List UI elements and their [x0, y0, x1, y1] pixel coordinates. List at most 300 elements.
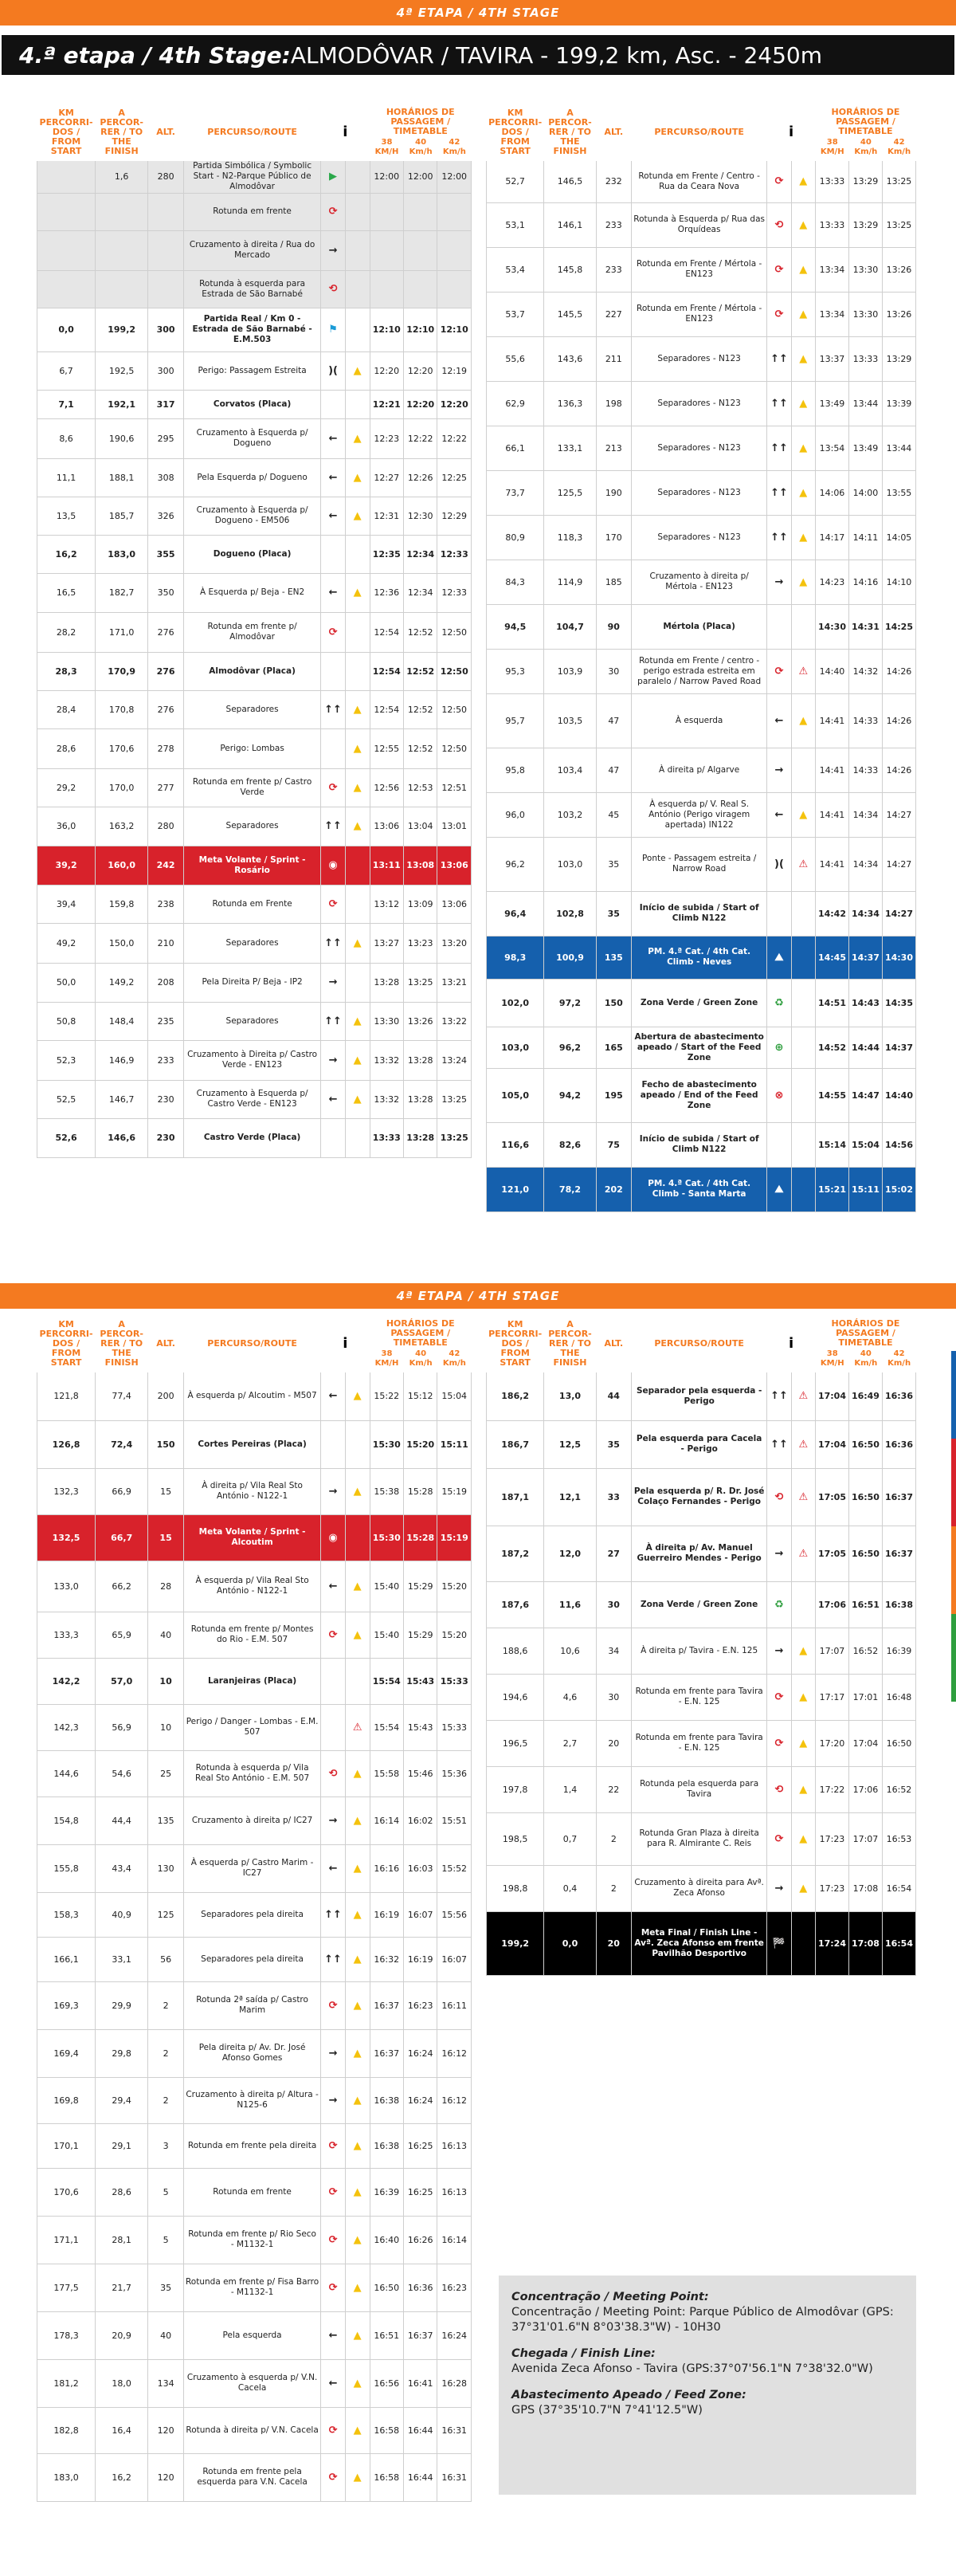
cell-time-t42: 12:29 — [437, 497, 472, 535]
cell-time-t42: 16:13 — [437, 2168, 472, 2216]
cell-km: 39,4 — [37, 885, 96, 923]
cell-alt: 28 — [148, 1561, 184, 1612]
table-row — [487, 1812, 916, 1865]
table-row — [37, 1514, 472, 1561]
timetable — [486, 104, 916, 1212]
green-zone-icon: ♻ — [767, 1581, 791, 1628]
cell-remaining: 102,8 — [544, 891, 596, 936]
cell-km: 94,5 — [487, 604, 544, 649]
cell-time-t40: 16:51 — [848, 1581, 882, 1628]
table-row — [487, 837, 916, 891]
table-row — [487, 1674, 916, 1720]
table-row — [37, 1002, 472, 1040]
cell-time-t40: 17:01 — [848, 1674, 882, 1720]
cell-time-t38: 14:40 — [815, 649, 848, 693]
warning-triangle-icon: ▲ — [791, 161, 815, 202]
cell-time-t40: 16:36 — [403, 2264, 437, 2311]
cell-km: 50,8 — [37, 1002, 96, 1040]
table-row — [37, 270, 472, 308]
cell-time-t40: 16:24 — [403, 2077, 437, 2123]
cell-time-t40: 12:52 — [403, 612, 437, 652]
table-row — [37, 418, 472, 458]
empty-icon-cell — [345, 885, 370, 923]
cell-time-t40: 13:30 — [848, 247, 882, 292]
cell-route: PM. 4.ª Cat. / 4th Cat. Climb - Neves — [631, 936, 766, 979]
table-row — [487, 1581, 916, 1628]
speed-labels — [815, 1349, 915, 1368]
cell-time-t40: 12:20 — [403, 390, 437, 418]
cell-route: Rotunda em Frente / Mértola - EN123 — [631, 247, 766, 292]
cell-remaining: 96,2 — [544, 1027, 596, 1068]
warning-triangle-icon: ▲ — [791, 1865, 815, 1911]
cell-remaining: 20,9 — [96, 2311, 148, 2359]
cell-route: Abertura de abastecimento apeado / Start of the Feed Zone — [631, 1027, 766, 1068]
cell-alt: 278 — [148, 728, 184, 768]
cell-time-t38: 13:11 — [370, 846, 403, 885]
cell-alt: 190 — [596, 470, 631, 515]
cell-route: Almodôvar (Placa) — [183, 652, 320, 690]
cell-remaining: 12,1 — [544, 1468, 596, 1526]
empty-icon-cell — [345, 846, 370, 885]
header-info: i — [343, 124, 348, 140]
finish-title: Chegada / Finish Line: — [511, 2347, 656, 2360]
cell-time-t40: 14:37 — [848, 936, 882, 979]
cell-time-t40: 16:23 — [403, 1981, 437, 2029]
cell-route: Rotunda em Frente / centro - perigo estrada estreita em paralelo / Narrow Paved Road — [631, 649, 766, 693]
cell-route: Cruzamento à direita / Rua do Mercado — [183, 230, 320, 270]
cell-alt: 20 — [596, 1720, 631, 1766]
cell-route: Cruzamento à direita p/ Mértola - EN123 — [631, 560, 766, 604]
cell-alt: 276 — [148, 612, 184, 652]
cell-route: À esquerda p/ Vila Real Sto António - N122-1 — [183, 1561, 320, 1612]
cell-route: Separadores - N123 — [631, 470, 766, 515]
empty-icon-cell — [791, 1068, 815, 1122]
cell-time-t42: 16:50 — [882, 1720, 915, 1766]
warning-triangle-icon: ▲ — [791, 1720, 815, 1766]
cell-time-t42: 15:20 — [437, 1561, 472, 1612]
cell-remaining: 54,6 — [96, 1750, 148, 1797]
warning-triangle-icon: ▲ — [345, 2407, 370, 2453]
warning-triangle-icon: ▲ — [791, 381, 815, 426]
roundabout-left-icon: ⟲ — [321, 1750, 346, 1797]
table-row — [487, 1526, 916, 1581]
cell-time-t40: 17:08 — [848, 1865, 882, 1911]
cell-route: Pela esquerda p/ R. Dr. José Colaço Fernandes - Perigo — [631, 1468, 766, 1526]
cell-time-t40: 16:07 — [403, 1892, 437, 1937]
cell-remaining: 77,4 — [96, 1372, 148, 1420]
cell-time-t40: 16:19 — [403, 1937, 437, 1981]
cell-time-t40: 13:33 — [848, 336, 882, 381]
table-row — [37, 1937, 472, 1981]
cell-remaining: 149,2 — [96, 963, 148, 1002]
cell-time-t40 — [403, 193, 437, 230]
header-speed-s38: 38 KM/H — [374, 1349, 399, 1368]
cell-km: 53,4 — [487, 247, 544, 292]
table-row — [37, 497, 472, 535]
cell-time-t42: 16:31 — [437, 2407, 472, 2453]
warning-triangle-icon: ▲ — [345, 807, 370, 846]
cell-alt: 350 — [148, 573, 184, 612]
cell-time-t38: 14:41 — [815, 748, 848, 792]
cell-time-t42: 16:54 — [882, 1911, 915, 1975]
cell-time-t42: 14:10 — [882, 560, 915, 604]
cell-time-t38: 13:27 — [370, 923, 403, 963]
table-row — [37, 458, 472, 497]
empty-icon-cell — [321, 652, 346, 690]
meeting-point — [511, 2290, 903, 2335]
cell-km: 16,5 — [37, 573, 96, 612]
cell-time-t38: 17:20 — [815, 1720, 848, 1766]
cell-time-t42: 12:50 — [437, 612, 472, 652]
cell-route: Castro Verde (Placa) — [183, 1118, 320, 1157]
cell-time-t38: 16:37 — [370, 1981, 403, 2029]
cell-time-t42: 13:25 — [437, 1118, 472, 1157]
header-km: KM PERCORRI-DOS / FROM START — [488, 1319, 543, 1368]
cell-route: Separador pela esquerda - Perigo — [631, 1372, 766, 1420]
cell-remaining: 1,6 — [96, 161, 148, 193]
warning-triangle-icon: ▲ — [345, 573, 370, 612]
cell-time-t40: 12:30 — [403, 497, 437, 535]
cell-time-t40: 16:26 — [403, 2216, 437, 2264]
cell-remaining: 12,5 — [544, 1420, 596, 1468]
cell-alt: 308 — [148, 458, 184, 497]
cell-time-t42: 15:04 — [437, 1372, 472, 1420]
warning-triangle-icon: ▲ — [791, 693, 815, 748]
cell-km: 142,3 — [37, 1704, 96, 1750]
cell-time-t38: 12:54 — [370, 690, 403, 728]
empty-icon-cell — [791, 1581, 815, 1628]
cell-km: 13,5 — [37, 497, 96, 535]
warning-triangle-icon: ▲ — [345, 1561, 370, 1612]
table-row — [487, 1068, 916, 1122]
cell-route: À direita p/ Tavira - E.N. 125 — [631, 1628, 766, 1674]
cell-alt: 30 — [596, 1674, 631, 1720]
cell-km: 170,1 — [37, 2123, 96, 2168]
cell-route: Rotunda em Frente / Mértola - EN123 — [631, 292, 766, 336]
cell-time-t40: 12:34 — [403, 535, 437, 573]
cell-km: 121,8 — [37, 1372, 96, 1420]
cell-time-t42: 16:48 — [882, 1674, 915, 1720]
table-row — [37, 923, 472, 963]
empty-icon-cell — [791, 1122, 815, 1167]
table-row — [487, 1122, 916, 1167]
empty-icon-cell — [791, 979, 815, 1027]
warning-triangle-icon: ▲ — [345, 1981, 370, 2029]
cell-alt: 135 — [596, 936, 631, 979]
cell-km: 177,5 — [37, 2264, 96, 2311]
cell-alt: 35 — [596, 891, 631, 936]
cell-time-t42: 14:37 — [882, 1027, 915, 1068]
cell-remaining: 148,4 — [96, 1002, 148, 1040]
cell-time-t42: 13:25 — [882, 161, 915, 202]
cell-time-t40: 16:44 — [403, 2453, 437, 2501]
arrow-right-icon: → — [767, 1628, 791, 1674]
cell-km: 166,1 — [37, 1937, 96, 1981]
cell-route: Separadores pela direita — [183, 1892, 320, 1937]
cell-route: Início de subida / Start of Climb N122 — [631, 1122, 766, 1167]
straight-arrows-icon: ↑↑ — [321, 1892, 346, 1937]
cell-time-t40: 16:50 — [848, 1468, 882, 1526]
cell-route: Rotunda em frente para Tavira - E.N. 125 — [631, 1674, 766, 1720]
cell-time-t40: 13:29 — [848, 161, 882, 202]
cell-remaining: 11,6 — [544, 1581, 596, 1628]
table-row — [487, 426, 916, 470]
cell-time-t40: 13:09 — [403, 885, 437, 923]
sprint-icon: ◉ — [321, 846, 346, 885]
cell-time-t42: 14:05 — [882, 515, 915, 560]
cell-time-t42: 14:26 — [882, 649, 915, 693]
cell-remaining: 21,7 — [96, 2264, 148, 2311]
cell-alt: 56 — [148, 1937, 184, 1981]
table-row — [37, 690, 472, 728]
cell-km: 52,3 — [37, 1040, 96, 1080]
cell-km: 187,2 — [487, 1526, 544, 1581]
header-timetable — [815, 104, 915, 161]
cell-time-t38: 17:24 — [815, 1911, 848, 1975]
table-row — [487, 1720, 916, 1766]
cell-remaining: 66,9 — [96, 1468, 148, 1514]
header-remaining: A PERCOR-RER / TO THE FINISH — [548, 1319, 592, 1368]
cell-remaining: 192,5 — [96, 351, 148, 390]
cell-time-t40: 14:34 — [848, 891, 882, 936]
danger-triangle-icon: ⚠ — [791, 1420, 815, 1468]
cell-time-t40: 16:44 — [403, 2407, 437, 2453]
warning-triangle-icon: ▲ — [791, 470, 815, 515]
cell-time-t38: 13:32 — [370, 1080, 403, 1118]
cell-route: À esquerda — [631, 693, 766, 748]
table-row — [37, 1420, 472, 1468]
cell-alt: 238 — [148, 885, 184, 923]
empty-icon-cell — [767, 891, 791, 936]
header-speed-s40: 40 Km/h — [854, 1349, 878, 1368]
cell-time-t42: 15:52 — [437, 1844, 472, 1892]
cell-route: À esquerda p/ V. Real S. António (Perigo viragem apertada) IN122 — [631, 792, 766, 837]
empty-icon-cell — [345, 270, 370, 308]
roundabout-icon: ⟳ — [767, 292, 791, 336]
cell-time-t40: 13:04 — [403, 807, 437, 846]
cell-time-t42: 15:11 — [437, 1420, 472, 1468]
cell-remaining: 150,0 — [96, 923, 148, 963]
roundabout-icon: ⟳ — [321, 2216, 346, 2264]
header-remaining: A PERCOR-RER / TO THE FINISH — [100, 1319, 143, 1368]
cell-time-t42: 12:51 — [437, 768, 472, 807]
cell-time-t42: 12:19 — [437, 351, 472, 390]
cell-remaining: 125,5 — [544, 470, 596, 515]
cell-time-t42: 16:28 — [437, 2359, 472, 2407]
empty-icon-cell — [767, 1122, 791, 1167]
cell-time-t42: 16:24 — [437, 2311, 472, 2359]
cell-route: Rotunda 2ª saída p/ Castro Marim — [183, 1981, 320, 2029]
cell-time-t40: 13:28 — [403, 1040, 437, 1080]
warning-triangle-icon: ▲ — [345, 1612, 370, 1658]
warning-triangle-icon: ▲ — [345, 728, 370, 768]
cell-time-t42: 16:14 — [437, 2216, 472, 2264]
warning-triangle-icon: ▲ — [791, 247, 815, 292]
straight-arrows-icon: ↑↑ — [767, 1420, 791, 1468]
cell-route: Separadores — [183, 690, 320, 728]
cell-time-t42: 15:19 — [437, 1468, 472, 1514]
cell-remaining: 190,6 — [96, 418, 148, 458]
cell-alt: 2 — [148, 2029, 184, 2077]
cell-route: Rotunda em frente p/ Montes do Rio - E.M. 507 — [183, 1612, 320, 1658]
timetable-label: HORÁRIOS DE PASSAGEM / TIMETABLE — [386, 107, 455, 136]
cell-alt: 300 — [148, 308, 184, 351]
table-row — [487, 202, 916, 247]
cell-route: À esquerda p/ Castro Marim - IC27 — [183, 1844, 320, 1892]
cell-time-t42: 16:36 — [882, 1420, 915, 1468]
cell-km: 0,0 — [37, 308, 96, 351]
table-row — [37, 230, 472, 270]
cell-time-t42: 16:37 — [882, 1526, 915, 1581]
cell-route: Laranjeiras (Placa) — [183, 1658, 320, 1704]
cell-alt: 3 — [148, 2123, 184, 2168]
cell-km: 187,6 — [487, 1581, 544, 1628]
cell-route: Início de subida / Start of Climb N122 — [631, 891, 766, 936]
cell-remaining: 28,1 — [96, 2216, 148, 2264]
cell-route: Meta Volante / Sprint - Rosário — [183, 846, 320, 885]
warning-triangle-icon: ▲ — [345, 1468, 370, 1514]
cell-alt: 202 — [596, 1167, 631, 1211]
cell-time-t40: 12:00 — [403, 161, 437, 193]
empty-icon-cell — [791, 748, 815, 792]
cell-time-t38: 17:04 — [815, 1420, 848, 1468]
cell-km: 198,8 — [487, 1865, 544, 1911]
header-timetable — [815, 1315, 915, 1372]
cell-route: Pela direita p/ Av. Dr. José Afonso Gomes — [183, 2029, 320, 2077]
start-icon: ▶ — [321, 161, 346, 193]
cell-remaining: 43,4 — [96, 1844, 148, 1892]
cell-remaining: 16,2 — [96, 2453, 148, 2501]
empty-icon-cell — [791, 1167, 815, 1211]
cell-alt: 20 — [596, 1911, 631, 1975]
cell-route: Rotunda em frente — [183, 2168, 320, 2216]
cell-route: Cruzamento à direita p/ IC27 — [183, 1797, 320, 1844]
cell-time-t38: 14:52 — [815, 1027, 848, 1068]
cell-km: 39,2 — [37, 846, 96, 885]
cell-remaining: 146,7 — [96, 1080, 148, 1118]
cell-time-t38: 14:41 — [815, 693, 848, 748]
roundabout-icon: ⟳ — [767, 161, 791, 202]
table-row — [37, 728, 472, 768]
cell-alt: 277 — [148, 768, 184, 807]
cell-alt: 276 — [148, 652, 184, 690]
cell-alt: 280 — [148, 807, 184, 846]
warning-triangle-icon: ▲ — [791, 1766, 815, 1812]
cell-time-t40: 16:50 — [848, 1526, 882, 1581]
empty-icon-cell — [345, 612, 370, 652]
cell-time-t42: 12:20 — [437, 390, 472, 418]
cell-km: 188,6 — [487, 1628, 544, 1674]
danger-triangle-icon: ⚠ — [791, 837, 815, 891]
cell-time-t42: 13:29 — [882, 336, 915, 381]
table-row — [37, 1080, 472, 1118]
header-route: PERCURSO/ROUTE — [654, 127, 744, 137]
cell-remaining: 171,0 — [96, 612, 148, 652]
cell-time-t38: 17:23 — [815, 1865, 848, 1911]
warning-triangle-icon: ▲ — [345, 1002, 370, 1040]
cell-route: Rotunda em frente p/ Almodôvar — [183, 612, 320, 652]
warning-triangle-icon: ▲ — [345, 2077, 370, 2123]
cell-time-t40: 14:47 — [848, 1068, 882, 1122]
cell-alt: 2 — [596, 1812, 631, 1865]
cell-remaining: 160,0 — [96, 846, 148, 885]
cell-remaining: 146,1 — [544, 202, 596, 247]
cell-km: 194,6 — [487, 1674, 544, 1720]
meeting-title: Concentração / Meeting Point: — [511, 2291, 709, 2303]
cell-remaining: 40,9 — [96, 1892, 148, 1937]
cell-remaining: 66,2 — [96, 1561, 148, 1612]
cell-route: Zona Verde / Green Zone — [631, 1581, 766, 1628]
cell-time-t40: 13:26 — [403, 1002, 437, 1040]
cell-alt: 47 — [596, 748, 631, 792]
straight-arrows-icon: ↑↑ — [767, 1372, 791, 1420]
cell-time-t38: 13:32 — [370, 1040, 403, 1080]
cell-remaining: 0,7 — [544, 1812, 596, 1865]
cell-km: 52,7 — [487, 161, 544, 202]
empty-icon-cell — [345, 652, 370, 690]
cell-time-t38: 12:27 — [370, 458, 403, 497]
cell-km: 142,2 — [37, 1658, 96, 1704]
cell-remaining: 163,2 — [96, 807, 148, 846]
roundabout-left-icon: ⟲ — [321, 270, 346, 308]
warning-triangle-icon: ▲ — [345, 1844, 370, 1892]
table-row — [37, 1797, 472, 1844]
header-speed-s42: 42 Km/h — [442, 1349, 466, 1368]
cell-remaining: 183,0 — [96, 535, 148, 573]
cell-alt: 200 — [148, 1372, 184, 1420]
cell-remaining — [96, 193, 148, 230]
cell-alt: 233 — [596, 247, 631, 292]
cell-alt: 150 — [596, 979, 631, 1027]
cell-time-t38 — [370, 270, 403, 308]
cell-alt: 295 — [148, 418, 184, 458]
warning-triangle-icon: ▲ — [345, 418, 370, 458]
table-row — [37, 1704, 472, 1750]
cell-time-t38: 14:41 — [815, 837, 848, 891]
warning-triangle-icon: ▲ — [345, 2311, 370, 2359]
cell-time-t38: 14:42 — [815, 891, 848, 936]
cell-time-t40: 15:04 — [848, 1122, 882, 1167]
cell-alt: 10 — [148, 1704, 184, 1750]
cell-time-t42: 15:56 — [437, 1892, 472, 1937]
cell-time-t40: 13:30 — [848, 292, 882, 336]
cell-time-t38: 13:54 — [815, 426, 848, 470]
cell-route: Meta Volante / Sprint - Alcoutim — [183, 1514, 320, 1561]
cell-time-t40: 15:11 — [848, 1167, 882, 1211]
header-timetable — [370, 1315, 471, 1372]
cell-route: Rotunda em frente pela esquerda para V.N. Cacela — [183, 2453, 320, 2501]
arrow-left-icon: ← — [767, 693, 791, 748]
header-alt: ALT. — [156, 1338, 175, 1349]
cell-time-t42: 13:25 — [882, 202, 915, 247]
cell-route: Perigo: Lombas — [183, 728, 320, 768]
cell-km: 186,2 — [487, 1372, 544, 1420]
arrow-right-icon: → — [767, 1526, 791, 1581]
cell-time-t38: 16:32 — [370, 1937, 403, 1981]
table-row — [487, 560, 916, 604]
header-speed-s38: 38 KM/H — [374, 138, 399, 156]
timetable — [486, 1315, 916, 1976]
cell-alt: 208 — [148, 963, 184, 1002]
cell-alt: 130 — [148, 1844, 184, 1892]
cell-time-t42: 13:26 — [882, 247, 915, 292]
cell-time-t38: 12:55 — [370, 728, 403, 768]
cell-alt: 35 — [148, 2264, 184, 2311]
roundabout-icon: ⟳ — [767, 1720, 791, 1766]
cell-alt: 5 — [148, 2168, 184, 2216]
cell-km: 154,8 — [37, 1797, 96, 1844]
cell-remaining: 185,7 — [96, 497, 148, 535]
